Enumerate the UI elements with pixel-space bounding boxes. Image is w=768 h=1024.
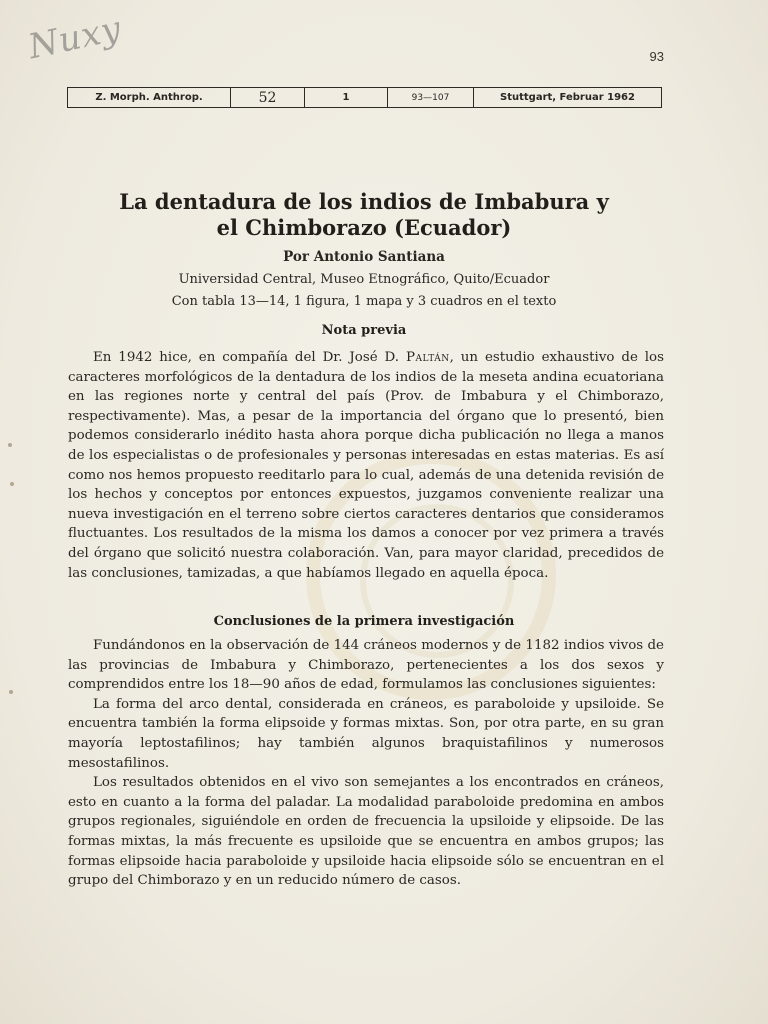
- paragraph: Fundándonos en la observación de 144 cráneos modernos y de 1182 indios vivos de las provincias de Imbabura y Chimborazo, pertenecientes a los dos sexos y comprendidos entre los 18—90 años de edad, formulamos las conclusiones siguientes:: [68, 638, 664, 693]
- section-heading-conclusiones: Conclusiones de la primera investigación: [213, 614, 515, 629]
- paragraph: [68, 348, 664, 583]
- paragraph: Los resultados obtenidos en el vivo son semejantes a los encontrados en cráneos, esto en cuanto a la forma del paladar. La modalidad paraboloide predomina en ambos grupos regionales, siguiéndole en orden de frecuencia la upsiloide y elipsoide. De las formas mixtas, la más frecuente es upsiloide que se encuentra en ambos grupos; las formas elipsoide hacia paraboloide y upsiloide hacia elipsoide sólo se encuentran en el grupo del Chimborazo y en un reducido número de casos.: [68, 775, 664, 889]
- coauthor-name: Paltán: [405, 350, 450, 365]
- paragraph: La forma del arco dental, considerada en cráneos, es paraboloide y upsiloide. Se encuentra también la forma elipsoide y formas mixtas. Son, por otra parte, en su gran mayoría leptostafilinos; hay también algunos braquistafilinos y numerosos mesostafilinos.: [68, 696, 664, 771]
- journal-name: Z. Morph. Anthrop.: [68, 88, 231, 108]
- journal-volume: 52: [231, 88, 305, 108]
- page-number: 93: [649, 49, 664, 64]
- paragraph-text: , un estudio exhaustivo de los caracteres morfológicos de la dentadura de los indios de la meseta andina ecuatoriana en las regiones norte y central del país (Prov. de Imbabura y el Chimborazo, respectivamente). Mas, a pesar de la importancia del órgano que lo presentó, bien podemos considerarlo inédito hasta ahora porque dicha publicación no llega a manos de los especialistas o de profesionales y personas interesadas en estas materias. Es así como nos hemos propuesto reeditarlo para lo cual, además de una detenida revisión de los hechos y conceptos por entonces expuestos, juzgamos conveniente realizar una nueva investigación en el terreno sobre ciertos caracteres dentarios que consideramos fluctuantes. Los resultados de la misma los damos a conocer por vez primera a través del órgano que solicitó nuestra colaboración. Van, para mayor claridad, precedidos de las conclusiones, tamizadas, a que habíamos llegado en aquella época.: [68, 350, 664, 581]
- margin-speck: [8, 443, 12, 447]
- section-heading-nota-previa: Nota previa: [321, 323, 407, 338]
- margin-speck: [10, 482, 14, 486]
- article-title-line-2: el Chimborazo (Ecuador): [216, 215, 512, 240]
- section-nota-previa-body: [68, 348, 664, 583]
- article-title-line-1: La dentadura de los indios de Imbabura y: [119, 189, 609, 214]
- affiliation-line: Universidad Central, Museo Etnográfico, Quito/Ecuador: [178, 272, 550, 287]
- page-range: 93—107: [388, 88, 474, 108]
- contents-note: Con tabla 13—14, 1 figura, 1 mapa y 3 cuadros en el texto: [171, 294, 557, 309]
- section-conclusiones-body: [68, 636, 664, 891]
- place-and-date: Stuttgart, Februar 1962: [474, 88, 662, 108]
- author-line: Por Antonio Santiana: [283, 249, 445, 265]
- margin-speck: [9, 690, 13, 694]
- journal-header-table: [67, 87, 662, 108]
- handwritten-note: Nuxy: [24, 8, 126, 68]
- paragraph-text: En 1942 hice, en compañía del Dr. José D.: [93, 350, 400, 365]
- journal-issue: 1: [305, 88, 388, 108]
